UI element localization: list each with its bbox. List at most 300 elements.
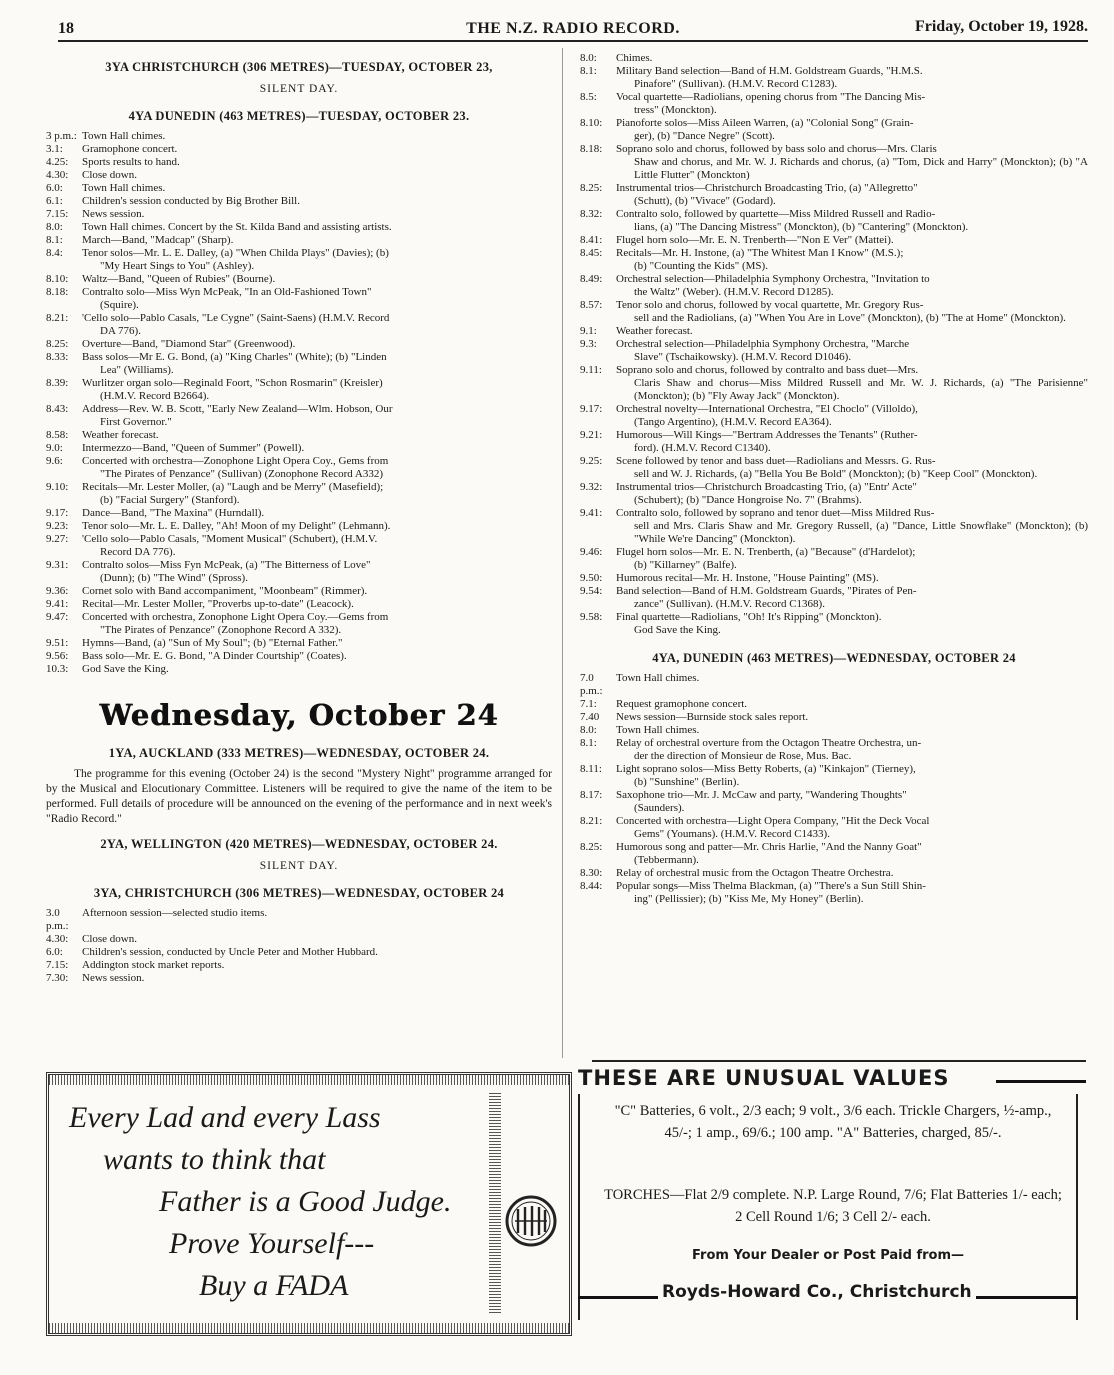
programme-description-main: Orchestral selection—Philadelphia Symphony Orchestra, "Marche: [616, 338, 910, 350]
programme-item: [46, 933, 552, 946]
programme-time: 8.18:: [580, 143, 603, 155]
programme-item: [580, 117, 1088, 143]
programme-description-main: Children's session, conducted by Uncle Peter and Mother Hubbard.: [82, 946, 378, 958]
column-divider: [562, 48, 563, 1058]
programme-item: [580, 403, 1088, 429]
issue-date: Friday, October 19, 1928.: [914, 18, 1088, 35]
programme-description-continuation: lians, (a) "The Dancing Mistress" (Monckton), (b) "Cantering" (Monckton).: [634, 221, 969, 233]
programme-time: 7.15:: [46, 208, 69, 220]
programme-description-main: Recital—Mr. Lester Moller, "Proverbs up-to-date" (Leacock).: [82, 598, 354, 610]
programme-item: [46, 312, 552, 338]
programme-description-main: News session.: [82, 208, 145, 220]
programme-description-main: Soprano solo and chorus, followed by contralto and bass duet—Mrs.: [616, 364, 919, 376]
programme-item: [580, 91, 1088, 117]
programme-description-main: Wurlitzer organ solo—Reginald Foort, "Schon Rosmarin" (Kreisler): [82, 377, 383, 389]
programme-item: [46, 429, 552, 442]
programme-description-main: Addington stock market reports.: [82, 959, 225, 971]
ad-title: THESE ARE UNUSUAL VALUES: [578, 1066, 950, 1090]
programme-item: [46, 221, 552, 234]
programme-description-continuation: (b) "Killarney" (Balfe).: [634, 559, 737, 571]
programme-item: [46, 611, 552, 637]
programme-time: 9.25:: [580, 455, 603, 467]
programme-description-main: Afternoon session—selected studio items.: [82, 907, 268, 919]
programme-description-main: Tenor solo—Mr. L. E. Dalley, "Ah! Moon of my Delight" (Lehmann).: [82, 520, 391, 532]
programme-description-main: Town Hall chimes. Concert by the St. Kilda Band and assisting artists.: [82, 221, 392, 233]
programme-item: [580, 672, 1088, 698]
programme-time: 9.41:: [580, 507, 603, 519]
heading-1ya-wednesday: 1YA, AUCKLAND (333 METRES)—WEDNESDAY, OCTOBER 24.: [108, 746, 490, 760]
programme-description-main: God Save the King.: [82, 663, 169, 675]
programme-description-main: Contralto solos—Miss Fyn McPeak, (a) "The Bitterness of Love": [82, 559, 371, 571]
programme-time: 8.1:: [46, 234, 63, 246]
programme-time: 8.33:: [46, 351, 69, 363]
programme-time: 9.3:: [580, 338, 597, 350]
programme-description: [82, 972, 552, 985]
programme-description-main: Tenor solos—Mr. L. E. Dalley, (a) "When Childa Plays" (Davies); (b): [82, 247, 389, 259]
programme-time: 9.27:: [46, 533, 69, 545]
programme-item: [580, 52, 1088, 65]
programme-time: 8.0:: [580, 724, 597, 736]
programme-description: [616, 52, 1088, 65]
heading-3ya-tuesday: 3YA CHRISTCHURCH (306 METRES)—TUESDAY, OCTOBER 23,: [105, 60, 493, 74]
programme-description-continuation: "My Heart Sings to You" (Ashley).: [100, 260, 255, 272]
programme-time: 8.30:: [580, 867, 603, 879]
programme-item: [46, 598, 552, 611]
programme-description: [82, 169, 552, 182]
programme-3ya-wednesday: [46, 907, 552, 985]
programme-item: [580, 841, 1088, 867]
programme-item: [46, 234, 552, 247]
programme-description-main: Close down.: [82, 933, 137, 945]
programme-item: [46, 907, 552, 933]
heading-4ya-wednesday: 4YA, DUNEDIN (463 METRES)—WEDNESDAY, OCTOBER 24: [652, 651, 1016, 665]
programme-item: [46, 507, 552, 520]
programme-time: 9.58:: [580, 611, 603, 623]
programme-description: [616, 698, 1088, 711]
programme-description: [82, 611, 552, 637]
programme-description-continuation: (b) "Counting the Kids" (MS).: [634, 260, 768, 272]
programme-description: [82, 156, 552, 169]
programme-description-continuation: der the direction of Monsieur de Rose, Mus. Bac.: [634, 750, 852, 762]
programme-description-main: Flugel horn solos—Mr. E. N. Trenberth, (a) "Because" (d'Hardelot);: [616, 546, 916, 558]
programme-time: 7.15:: [46, 959, 69, 971]
programme-time: 8.39:: [46, 377, 69, 389]
programme-item: [580, 273, 1088, 299]
programme-time: 9.47:: [46, 611, 69, 623]
programme-time: 8.25:: [580, 182, 603, 194]
programme-item: [580, 789, 1088, 815]
programme-description: [82, 559, 552, 585]
programme-time: 9.23:: [46, 520, 69, 532]
programme-item: [46, 169, 552, 182]
programme-description: [82, 442, 552, 455]
programme-description-main: Weather forecast.: [616, 325, 693, 337]
programme-time: 8.17:: [580, 789, 603, 801]
programme-time: 8.21:: [46, 312, 69, 324]
programme-description: [82, 959, 552, 972]
programme-description: [616, 247, 1088, 273]
programme-description: [82, 481, 552, 507]
programme-description: [616, 711, 1088, 724]
programme-description: [82, 455, 552, 481]
programme-time: 9.31:: [46, 559, 69, 571]
programme-description-continuation: (H.M.V. Record B2664).: [100, 390, 210, 402]
programme-description: [82, 338, 552, 351]
programme-time: 8.0:: [580, 52, 597, 64]
programme-item: [580, 572, 1088, 585]
programme-time: 7.40: [580, 711, 600, 723]
programme-item: [580, 429, 1088, 455]
programme-item: [580, 546, 1088, 572]
programme-time: 10.3:: [46, 663, 69, 675]
programme-description-main: Orchestral novelty—International Orchestra, "El Choclo" (Villoldo),: [616, 403, 918, 415]
programme-item: [46, 377, 552, 403]
programme-time: 9.10:: [46, 481, 69, 493]
programme-item: [580, 880, 1088, 906]
programme-time: 9.17:: [46, 507, 69, 519]
programme-description: [82, 907, 552, 933]
programme-description: [616, 273, 1088, 299]
programme-item: [46, 959, 552, 972]
programme-description: [82, 507, 552, 520]
programme-description-main: Band selection—Band of H.M. Goldstream Guards, "Pirates of Pen-: [616, 585, 917, 597]
programme-description-continuation: Pinafore" (Sullivan). (H.M.V. Record C1283).: [634, 78, 838, 90]
programme-time: 4.30:: [46, 169, 69, 181]
programme-description-main: Scene followed by tenor and bass duet—Radiolians and Messrs. G. Rus-: [616, 455, 936, 467]
programme-time: 8.58:: [46, 429, 69, 441]
publication-title: THE N.Z. RADIO RECORD.: [466, 20, 680, 37]
programme-item: [580, 455, 1088, 481]
programme-description: [616, 572, 1088, 585]
programme-description: [82, 933, 552, 946]
slogan-line: Father is a Good Judge.: [159, 1185, 452, 1218]
programme-description-main: Humorous—Will Kings—"Bertram Addresses the Tenants" (Ruther-: [616, 429, 918, 441]
programme-item: [46, 442, 552, 455]
programme-item: [580, 364, 1088, 403]
programme-item: [46, 650, 552, 663]
company-footer: [578, 1282, 1078, 1312]
programme-item: [580, 481, 1088, 507]
programme-item: [46, 247, 552, 273]
programme-description-continuation: Claris Shaw and chorus—Miss Mildred Russell and Mr. W. J. Richards, (a) "The Parisienne" (Monckton); (b) "Fly Away Jack" (Monckton).: [634, 377, 1088, 402]
programme-item: [46, 143, 552, 156]
heading-3ya-wednesday: 3YA, CHRISTCHURCH (306 METRES)—WEDNESDAY, OCTOBER 24: [93, 886, 505, 900]
programme-description-main: Relay of orchestral overture from the Octagon Theatre Orchestra, un-: [616, 737, 922, 749]
fada-slogan: [69, 1097, 509, 1307]
programme-time: 9.1:: [580, 325, 597, 337]
programme-time: 9.11:: [580, 364, 602, 376]
programme-time: 9.56:: [46, 650, 69, 662]
programme-description-continuation: (Schubert); (b) "Dance Hongroise No. 7" (Brahms).: [634, 494, 862, 506]
programme-item: [580, 611, 1088, 637]
unusual-values-advertisement: [578, 1060, 1086, 1322]
programme-time: 3.0 p.m.:: [46, 907, 69, 932]
programme-item: [580, 182, 1088, 208]
programme-description-continuation: (Schutt), (b) "Vivace" (Godard).: [634, 195, 776, 207]
programme-description: [616, 364, 1088, 403]
programme-description-main: 'Cello solo—Pablo Casals, "Moment Musical" (Schubert), (H.M.V.: [82, 533, 378, 545]
programme-description: [616, 325, 1088, 338]
programme-description-continuation: (Saunders).: [634, 802, 685, 814]
programme-description: [616, 117, 1088, 143]
ad-hatched-bar: [489, 1093, 501, 1313]
left-column: [46, 56, 552, 991]
programme-time: 8.45:: [580, 247, 603, 259]
programme-description: [616, 455, 1088, 481]
programme-item: [580, 724, 1088, 737]
programme-description-continuation: ger), (b) "Dance Negre" (Scott).: [634, 130, 775, 142]
programme-description-main: Final quartette—Radiolians, "Oh! It's Ripping" (Monckton).: [616, 611, 882, 623]
programme-item: [46, 559, 552, 585]
programme-description: [82, 429, 552, 442]
programme-item: [580, 867, 1088, 880]
programme-description: [616, 234, 1088, 247]
programme-description: [82, 247, 552, 273]
programme-description-main: Request gramophone concert.: [616, 698, 748, 710]
programme-item: [580, 299, 1088, 325]
programme-description: [82, 598, 552, 611]
programme-time: 8.41:: [580, 234, 603, 246]
programme-item: [46, 946, 552, 959]
programme-description-continuation: (Tebbermann).: [634, 854, 699, 866]
programme-description: [616, 65, 1088, 91]
programme-description: [616, 182, 1088, 208]
fada-logo-icon: [505, 1195, 557, 1247]
programme-time: 8.10:: [46, 273, 69, 285]
programme-description-main: Bass solos—Mr E. G. Bond, (a) "King Charles" (White); (b) "Linden: [82, 351, 387, 363]
programme-description-main: Waltz—Band, "Queen of Rubies" (Bourne).: [82, 273, 276, 285]
programme-description-continuation: First Governor.": [100, 416, 172, 428]
programme-description: [82, 221, 552, 234]
programme-time: 9.50:: [580, 572, 603, 584]
programme-description: [82, 377, 552, 403]
programme-description-continuation: tress" (Monckton).: [634, 104, 717, 116]
programme-description-main: Bass solo—Mr. E. G. Bond, "A Dinder Courtship" (Coates).: [82, 650, 347, 662]
programme-item: [580, 763, 1088, 789]
programme-description: [616, 841, 1088, 867]
programme-description-main: Concerted with orchestra—Zonophone Light Opera Coy., Gems from: [82, 455, 389, 467]
programme-time: 4.25:: [46, 156, 69, 168]
programme-description: [82, 520, 552, 533]
programme-description-continuation: "The Pirates of Penzance" (Sullivan) (Zonophone Record A332): [100, 468, 383, 480]
programme-item: [46, 403, 552, 429]
programme-time: 8.44:: [580, 880, 603, 892]
programme-item: [46, 156, 552, 169]
programme-time: 6.0:: [46, 946, 63, 958]
programme-description-main: Contralto solo, followed by quartette—Miss Mildred Russell and Radio-: [616, 208, 936, 220]
slogan-line: wants to think that: [103, 1143, 326, 1176]
programme-time: 9.51:: [46, 637, 69, 649]
programme-description-main: Instrumental trios—Christchurch Broadcasting Trio, (a) "Allegretto": [616, 182, 918, 194]
programme-description-main: Cornet solo with Band accompaniment, "Moonbeam" (Rimmer).: [82, 585, 368, 597]
programme-item: [580, 325, 1088, 338]
programme-description: [616, 208, 1088, 234]
programme-item: [46, 533, 552, 559]
programme-time: 7.1:: [580, 698, 597, 710]
programme-time: 8.5:: [580, 91, 597, 103]
programme-item: [580, 815, 1088, 841]
heading-2ya-wednesday: 2YA, WELLINGTON (420 METRES)—WEDNESDAY, OCTOBER 24.: [100, 837, 498, 851]
programme-description-main: Saxophone trio—Mr. J. McCaw and party, "Wandering Thoughts": [616, 789, 907, 801]
mystery-night-paragraph: The programme for this evening (October 24) is the second "Mystery Night" programme arranged for by the Musical and Elocutionary Committee. Listeners will be required to give the name of the item to be performed. Full details of procedure will be announced on the evening of the performance and in next week's "Radio Record.": [46, 768, 552, 825]
programme-description: [82, 195, 552, 208]
programme-description: [82, 182, 552, 195]
programme-item: [580, 711, 1088, 724]
programme-item: [46, 637, 552, 650]
programme-time: 6.1:: [46, 195, 63, 207]
programme-description: [82, 663, 552, 676]
programme-description-continuation: (b) "Sunshine" (Berlin).: [634, 776, 740, 788]
programme-description-continuation: (Squire).: [100, 299, 139, 311]
programme-description-continuation: Slave" (Tschaikowsky). (H.M.V. Record D1046).: [634, 351, 852, 363]
programme-description: [616, 737, 1088, 763]
slogan-line: Every Lad and every Lass: [69, 1101, 381, 1134]
programme-description: [616, 867, 1088, 880]
programme-4ya-wednesday: [580, 672, 1088, 906]
programme-description: [82, 130, 552, 143]
programme-description-main: Concerted with orchestra—Light Opera Company, "Hit the Deck Vocal: [616, 815, 930, 827]
programme-description: [616, 143, 1088, 182]
ad-title-rule: [996, 1080, 1086, 1083]
programme-description-continuation: sell and W. J. Richards, (a) "Bella You Be Bold" (Monckton); (b) "Keep Cool" (Monckton).: [634, 468, 1038, 480]
programme-description: [82, 286, 552, 312]
programme-time: 8.25:: [580, 841, 603, 853]
programme-description-main: Town Hall chimes.: [616, 672, 700, 684]
programme-description: [616, 815, 1088, 841]
programme-4ya-tuesday: [46, 130, 552, 676]
programme-item: [46, 972, 552, 985]
programme-time: 8.49:: [580, 273, 603, 285]
programme-time: 4.30:: [46, 933, 69, 945]
programme-description-main: Humorous song and patter—Mr. Chris Harlie, "And the Nanny Goat": [616, 841, 922, 853]
programme-time: 8.4:: [46, 247, 63, 259]
programme-description-main: Light soprano solos—Miss Betty Roberts, (a) "Kinkajon" (Tierney),: [616, 763, 916, 775]
ad-border-hatch: [49, 1075, 569, 1085]
programme-description-main: Concerted with orchestra, Zonophone Light Opera Coy.—Gems from: [82, 611, 389, 623]
torches-prices: TORCHES—Flat 2/9 complete. N.P. Large Round, 7/6; Flat Batteries 1/- each; 2 Cell Round 1/6; 3 Cell 2/- each.: [604, 1187, 1062, 1225]
programme-time: 8.57:: [580, 299, 603, 311]
programme-item: [46, 455, 552, 481]
programme-description-continuation: Gems" (Youmans). (H.M.V. Record C1433).: [634, 828, 830, 840]
programme-time: 3 p.m.:: [46, 130, 77, 142]
programme-description-continuation: (Tango Argentino), (H.M.V. Record EA364).: [634, 416, 832, 428]
programme-description-main: Pianoforte solos—Miss Aileen Warren, (a) "Colonial Song" (Grain-: [616, 117, 914, 129]
programme-description-continuation: ford). (H.M.V. Record C1340).: [634, 442, 771, 454]
programme-description: [616, 403, 1088, 429]
programme-time: 8.1:: [580, 737, 597, 749]
programme-description-main: Town Hall chimes.: [616, 724, 700, 736]
programme-time: 9.6:: [46, 455, 63, 467]
programme-time: 7.0 p.m.:: [580, 672, 603, 697]
wednesday-banner: Wednesday, October 24: [99, 698, 499, 732]
programme-description-main: Recitals—Mr. H. Instone, (a) "The Whitest Man I Know" (M.S.);: [616, 247, 904, 259]
programme-item: [46, 481, 552, 507]
programme-description-main: Close down.: [82, 169, 137, 181]
slogan-line: Prove Yourself---: [169, 1227, 375, 1260]
programme-time: 9.0:: [46, 442, 63, 454]
programme-description-main: Dance—Band, "The Maxina" (Hurndall).: [82, 507, 265, 519]
programme-description-main: Town Hall chimes.: [82, 130, 166, 142]
ad-box: [578, 1094, 1078, 1320]
programme-description: [82, 273, 552, 286]
programme-description: [82, 585, 552, 598]
programme-description-main: Popular songs—Miss Thelma Blackman, (a) "There's a Sun Still Shin-: [616, 880, 926, 892]
programme-time: 8.25:: [46, 338, 69, 350]
programme-item: [46, 520, 552, 533]
programme-description-continuation: ing" (Pellissier); (b) "Kiss Me, My Honey" (Berlin).: [634, 893, 864, 905]
programme-description-continuation: Lea" (Williams).: [100, 364, 174, 376]
programme-description: [82, 312, 552, 338]
programme-description-continuation: "The Pirates of Penzance" (Zonophone Record A 332).: [100, 624, 342, 636]
programme-item: [46, 208, 552, 221]
programme-time: 9.32:: [580, 481, 603, 493]
programme-item: [46, 182, 552, 195]
programme-item: [46, 195, 552, 208]
programme-time: 8.32:: [580, 208, 603, 220]
programme-description-main: Address—Rev. W. B. Scott, "Early New Zealand—Wlm. Hobson, Our: [82, 403, 393, 415]
ad-top-rule: [592, 1060, 1086, 1062]
programme-description: [82, 533, 552, 559]
programme-description-continuation: Shaw and chorus, and Mr. W. J. Richards and chorus, (a) "Tom, Dick and Harry" (Monckton); (b) "A Little Flutter" (Monckton): [634, 156, 1088, 181]
programme-description-main: Weather forecast.: [82, 429, 159, 441]
programme-description-main: Overture—Band, "Diamond Star" (Greenwood).: [82, 338, 296, 350]
programme-description-main: Sports results to hand.: [82, 156, 180, 168]
programme-description-main: Intermezzo—Band, "Queen of Summer" (Powell).: [82, 442, 305, 454]
masthead-rule: [58, 40, 1088, 42]
programme-description: [82, 143, 552, 156]
fada-advertisement: [46, 1072, 572, 1336]
programme-3ya-wednesday-continued: [580, 52, 1088, 637]
programme-item: [580, 698, 1088, 711]
programme-item: [580, 737, 1088, 763]
programme-description-main: Chimes.: [616, 52, 653, 64]
programme-description-main: Contralto solo—Miss Wyn McPeak, "In an Old-Fashioned Town": [82, 286, 372, 298]
programme-description: [82, 650, 552, 663]
programme-description-main: Tenor solo and chorus, followed by vocal quartette, Mr. Gregory Rus-: [616, 299, 924, 311]
programme-description-continuation: God Save the King.: [634, 624, 721, 636]
programme-description-main: Hymns—Band, (a) "Sun of My Soul"; (b) "Eternal Father.": [82, 637, 343, 649]
programme-description: [82, 351, 552, 377]
company-name: Royds-Howard Co., Christchurch: [658, 1282, 976, 1302]
programme-item: [580, 234, 1088, 247]
programme-description: [82, 637, 552, 650]
programme-time: 9.36:: [46, 585, 69, 597]
programme-description-main: Relay of orchestral music from the Octagon Theatre Orchestra.: [616, 867, 894, 879]
programme-description-main: Contralto solo, followed by soprano and tenor duet—Miss Mildred Rus-: [616, 507, 935, 519]
programme-description: [616, 338, 1088, 364]
programme-item: [580, 65, 1088, 91]
programme-description-main: Gramophone concert.: [82, 143, 178, 155]
silent-day-notice-2: SILENT DAY.: [259, 860, 339, 872]
programme-item: [46, 351, 552, 377]
programme-description-continuation: the Waltz" (Weber). (H.M.V. Record D1285).: [634, 286, 834, 298]
masthead: [58, 18, 1088, 42]
programme-item: [580, 338, 1088, 364]
programme-description-main: Children's session conducted by Big Brother Bill.: [82, 195, 300, 207]
programme-description: [82, 946, 552, 959]
programme-time: 3.1:: [46, 143, 63, 155]
programme-description: [616, 546, 1088, 572]
programme-time: 8.0:: [46, 221, 63, 233]
programme-description: [616, 507, 1088, 546]
programme-description: [616, 299, 1088, 325]
programme-time: 8.10:: [580, 117, 603, 129]
batteries-prices: "C" Batteries, 6 volt., 2/3 each; 9 volt., 3/6 each. Trickle Chargers, ½-amp., 45/-; 1 amp., 69/6.; 100 amp. "A" Batteries, charged, 85/-.: [614, 1103, 1052, 1141]
programme-description: [616, 585, 1088, 611]
programme-description-continuation: DA 776).: [100, 325, 141, 337]
programme-description: [82, 403, 552, 429]
programme-description-main: Recitals—Mr. Lester Moller, (a) "Laugh and be Merry" (Masefield);: [82, 481, 384, 493]
